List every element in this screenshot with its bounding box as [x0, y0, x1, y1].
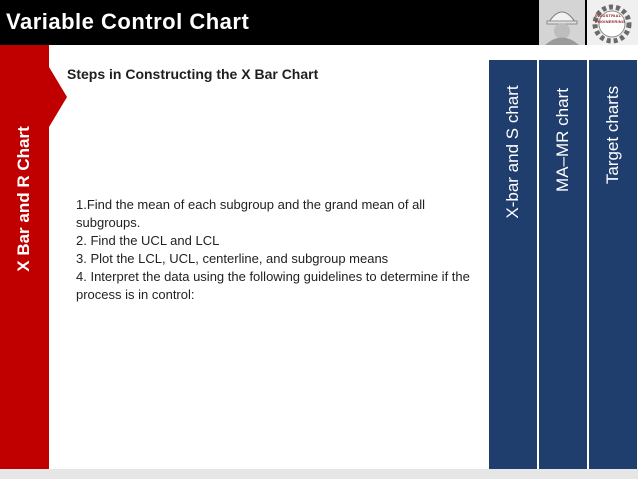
tab-label: Target charts [603, 85, 622, 185]
step-item: 4. Interpret the data using the following guidelines to determine if the process is in control: [76, 269, 470, 302]
tab-label: X-bar and S chart [503, 85, 522, 219]
steps-list [76, 196, 486, 304]
left-tab-label: X Bar and R Chart [14, 126, 33, 272]
step-item: 3. Plot the LCL, UCL, centerline, and subgroup means [76, 251, 389, 266]
left-tab-arrow [49, 67, 67, 127]
step-item: 2. Find the UCL and LCL [76, 233, 220, 248]
step-item: 1.Find the mean of each subgroup and the grand mean of all subgroups. [76, 197, 426, 230]
tab-xbar-s-chart[interactable] [489, 60, 537, 470]
header-bar [0, 0, 638, 45]
gear-logo-icon [587, 0, 638, 45]
tab-ma-mr-chart[interactable] [539, 60, 587, 470]
slide-title: Variable Control Chart [6, 9, 250, 34]
left-tab-xbar-r[interactable] [0, 45, 49, 469]
content-title: Steps in Constructing the X Bar Chart [67, 66, 319, 82]
tab-label: MA–MR chart [553, 88, 572, 192]
tab-target-charts[interactable] [589, 60, 637, 470]
logo-text: INDUSTRIAL ENGINEERING [595, 13, 626, 24]
worker-hardhat-icon [539, 0, 585, 45]
bottom-bar [0, 469, 638, 479]
